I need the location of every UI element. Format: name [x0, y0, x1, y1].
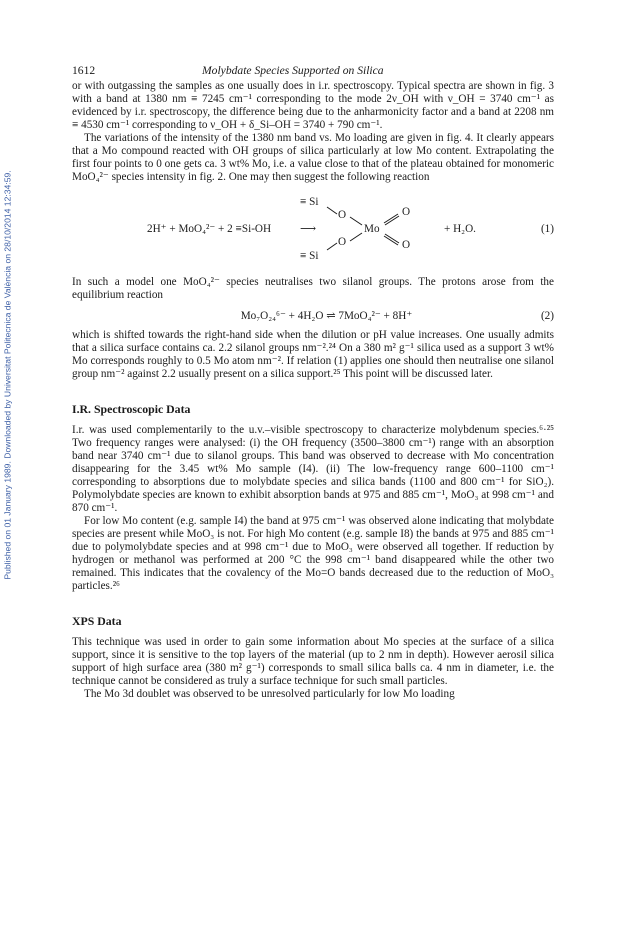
paragraph: For low Mo content (e.g. sample I4) the band at 975 cm⁻¹ was observed alone indicating that molybdate species are present while MoO₃ is not. For high Mo content (e.g. sample I8) the bands at 975 and 885 cm⁻¹ due to polymolybdate species and at 998 cm⁻¹ due to MoO₃ were observed all together. If reduction by hydrogen or methanol was performed at 200 °C the 998 cm⁻¹ band disappeared while the other two remained. This indicates that the covalency of the Mo=O bands decreased due to the reduction of MoO₃ particles.²⁶: [72, 515, 554, 592]
reaction-arrow: ⟶: [300, 223, 317, 235]
reaction-left-side: 2H⁺ + MoO₄²⁻ + 2 ≡Si-OH: [147, 223, 272, 235]
o-right-top: O: [402, 206, 411, 218]
o-bottom: O: [338, 236, 347, 248]
page-number: 1612: [72, 64, 96, 77]
mo-atom: Mo: [364, 223, 380, 235]
reaction-1: [72, 190, 554, 272]
reaction-2-expression: Mo₇O₂₄⁶⁻ + 4H₂O ⇌ 7MoO₄²⁻ + 8H⁺: [240, 310, 413, 322]
paragraph: The Mo 3d doublet was observed to be unresolved particularly for low Mo loading: [84, 688, 455, 700]
paragraph: In such a model one MoO₄²⁻ species neutralises two silanol groups. The protons arose from the equilibrium reaction: [72, 276, 554, 301]
journal-page: [72, 64, 554, 701]
paragraph: which is shifted towards the right-hand side when the dilution or pH value increases. One usually admits that a silica surface contains ca. 2.2 silanol groups nm⁻².²⁴ On a 380 m² g⁻¹ silica used as a support 3 wt% Mo corresponds roughly to 0.5 Mo atom nm⁻². If relation (1) applies one should then neutralise one silanol group nm⁻² against 2.2 usually present on a silica support.²⁵ This point will be discussed later.: [72, 329, 554, 380]
reaction-2: [72, 310, 554, 323]
paragraph: This technique was used in order to gain some information about Mo species at the surface of a silica support, since it is sensitive to the top layers of the material (up to 2 nm in depth). However aerosil silica support of high surface area (380 m² g⁻¹) corresponds to small silica balls ca. 4 nm in diameter, i.e. the technique cannot be considered as truly a surface technique for such small particles.: [72, 636, 554, 687]
o-top: O: [338, 209, 347, 221]
paragraph: or with outgassing the samples as one usually does in i.r. spectroscopy. Typical spectra are shown in fig. 3 with a band at 1380 nm ≡ 7245 cm⁻¹ corresponding to the mode 2ν_OH with ν_OH = 3740 cm⁻¹ as evidenced by i.r. spectroscopy, the difference being due to the anharmonicity factor and a band at 2208 nm ≡ 4530 cm⁻¹ corresponding to ν_OH + δ_Si–OH = 3740 + 790 cm⁻¹.: [72, 80, 554, 131]
equation-number-1: (1): [540, 223, 554, 235]
o-right-bottom: O: [402, 239, 411, 251]
running-title: Molybdate Species Supported on Silica: [202, 64, 384, 77]
si-top: ≡ Si: [300, 196, 319, 208]
download-notice: [0, 95, 16, 655]
si-bottom: ≡ Si: [300, 250, 319, 262]
paragraph: I.r. was used complementarily to the u.v.–visible spectroscopy to characterize molybdenum species.⁶·²⁵ Two frequency ranges were analysed: (i) the OH frequency (3500–3800 cm⁻¹) range with an absorption band near 3740 cm⁻¹ due to silanol groups. This band was observed to decrease with Mo concentration disappearing for the 3.45 wt% Mo sample (I4). (ii) The low-frequency range 600–1100 cm⁻¹ corresponding to absorptions due to molybdate species and silica bands (1100 and 800 cm⁻¹ for SiO₂). Polymolybdate species are known to exhibit absorption bands at 975 and 885 cm⁻¹, MoO₃ at 998 cm⁻¹ and 870 cm⁻¹.: [72, 424, 554, 514]
reaction-right-side: + H₂O.: [444, 223, 476, 235]
section-heading-ir: I.R. Spectroscopic Data: [72, 402, 191, 416]
download-notice-text: Published on 01 January 1989. Downloaded by Universitat Politecnica de València on 28/10/2014 12:34:59.: [3, 170, 13, 580]
page-header: [72, 64, 554, 77]
equation-number-2: (2): [540, 310, 554, 322]
paragraph: The variations of the intensity of the 1380 nm band vs. Mo loading are given in fig. 4. It clearly appears that a Mo compound reacted with OH groups of silica particularly at low Mo content. Extrapolating the first four points to 0 one gets ca. 3 wt% Mo, i.e. a value close to that of the plateau obtained for monomeric MoO₄²⁻ species intensity in fig. 2. One may then suggest the following reaction: [72, 132, 554, 183]
section-heading-xps: XPS Data: [72, 614, 122, 628]
